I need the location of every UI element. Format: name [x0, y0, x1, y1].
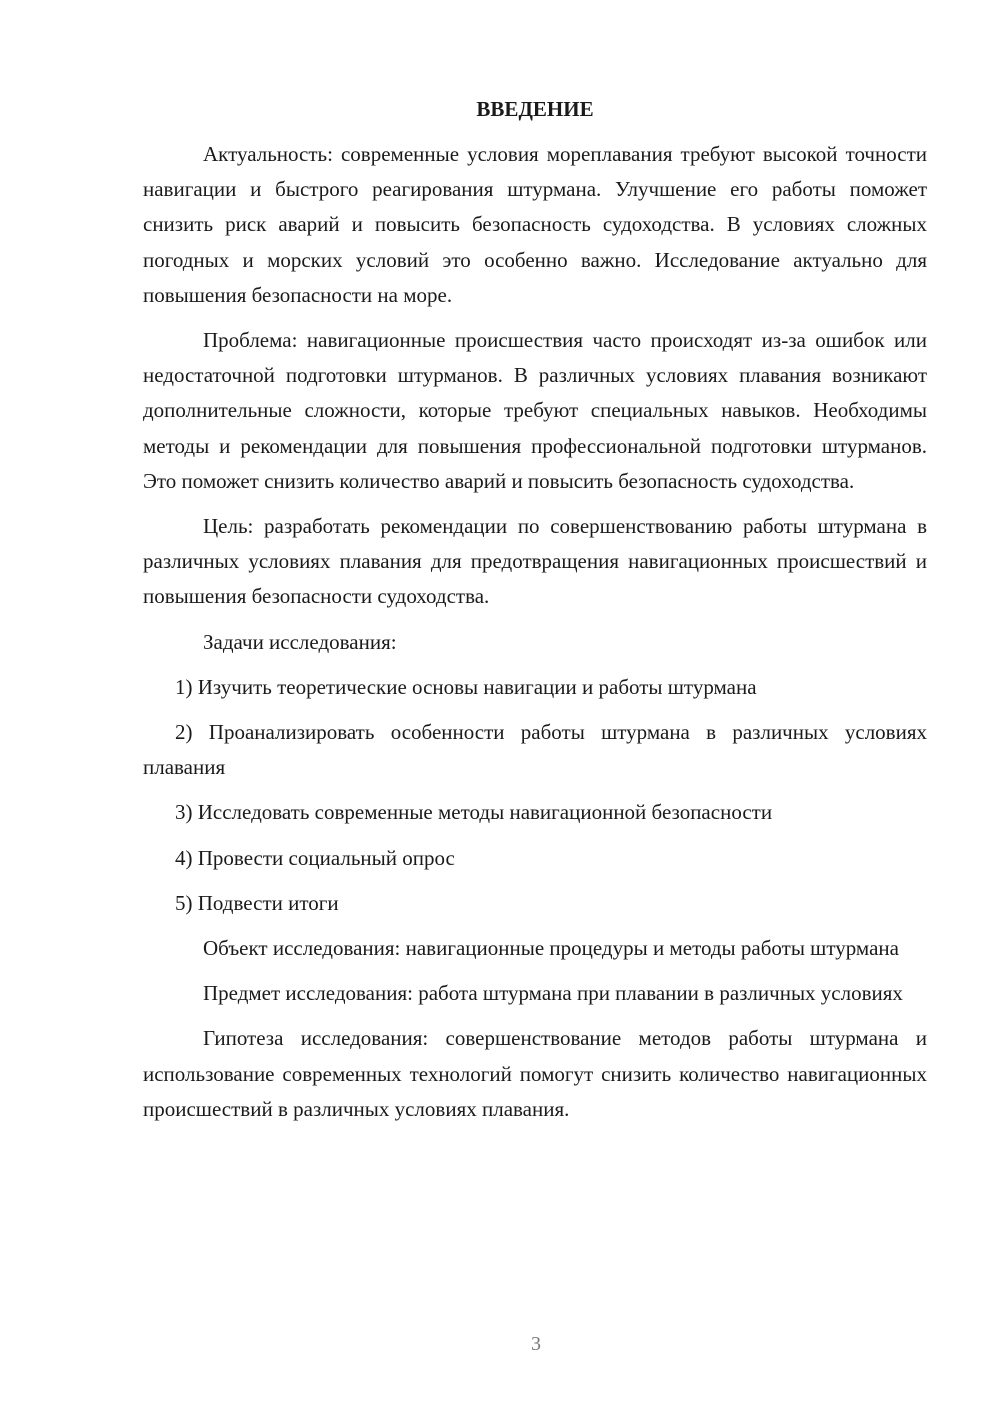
problem-paragraph: Проблема: навигационные происшествия часто происходят из-за ошибок или недостаточной подготовки штурманов. В различных условиях плавания возникают дополнительные сложности, которые требуют специальных навыков. Необходимы методы и рекомендации для повышения профессиональной подготовки штурманов. Это поможет снизить количество аварий и повысить безопасность судоходства.: [143, 328, 927, 493]
task-item: 1) Изучить теоретические основы навигации и работы штурмана: [175, 674, 757, 699]
hypothesis-paragraph: Гипотеза исследования: совершенствование методов работы штурмана и использование современных технологий помогут снизить количество навигационных происшествий в различных условиях плавания.: [143, 1026, 927, 1121]
task-item: 4) Провести социальный опрос: [175, 845, 455, 870]
task-item: 5) Подвести итоги: [175, 890, 339, 915]
goal-paragraph: Цель: разработать рекомендации по совершенствованию работы штурмана в различных условиях плавания для предотвращения навигационных происшествий и повышения безопасности судоходства.: [143, 514, 927, 609]
page-number: 3: [531, 1333, 541, 1355]
tasks-list: [143, 670, 927, 921]
object-paragraph: Объект исследования: навигационные процедуры и методы работы штурмана: [203, 936, 899, 961]
document-page: [143, 92, 927, 1137]
section-title: ВВЕДЕНИЕ: [476, 97, 594, 121]
relevance-paragraph: Актуальность: современные условия мореплавания требуют высокой точности навигации и быстрого реагирования штурмана. Улучшение его работы поможет снизить риск аварий и повысить безопасность судоходства. В условиях сложных погодных и морских условий это особенно важно. Исследование актуально для повышения безопасности на море.: [143, 142, 927, 307]
tasks-label: Задачи исследования:: [203, 629, 397, 654]
subject-paragraph: Предмет исследования: работа штурмана при плавании в различных условиях: [203, 981, 903, 1006]
task-item: 2) Проанализировать особенности работы штурмана в различных условиях плавания: [143, 720, 927, 780]
task-item: 3) Исследовать современные методы навигационной безопасности: [175, 800, 773, 825]
